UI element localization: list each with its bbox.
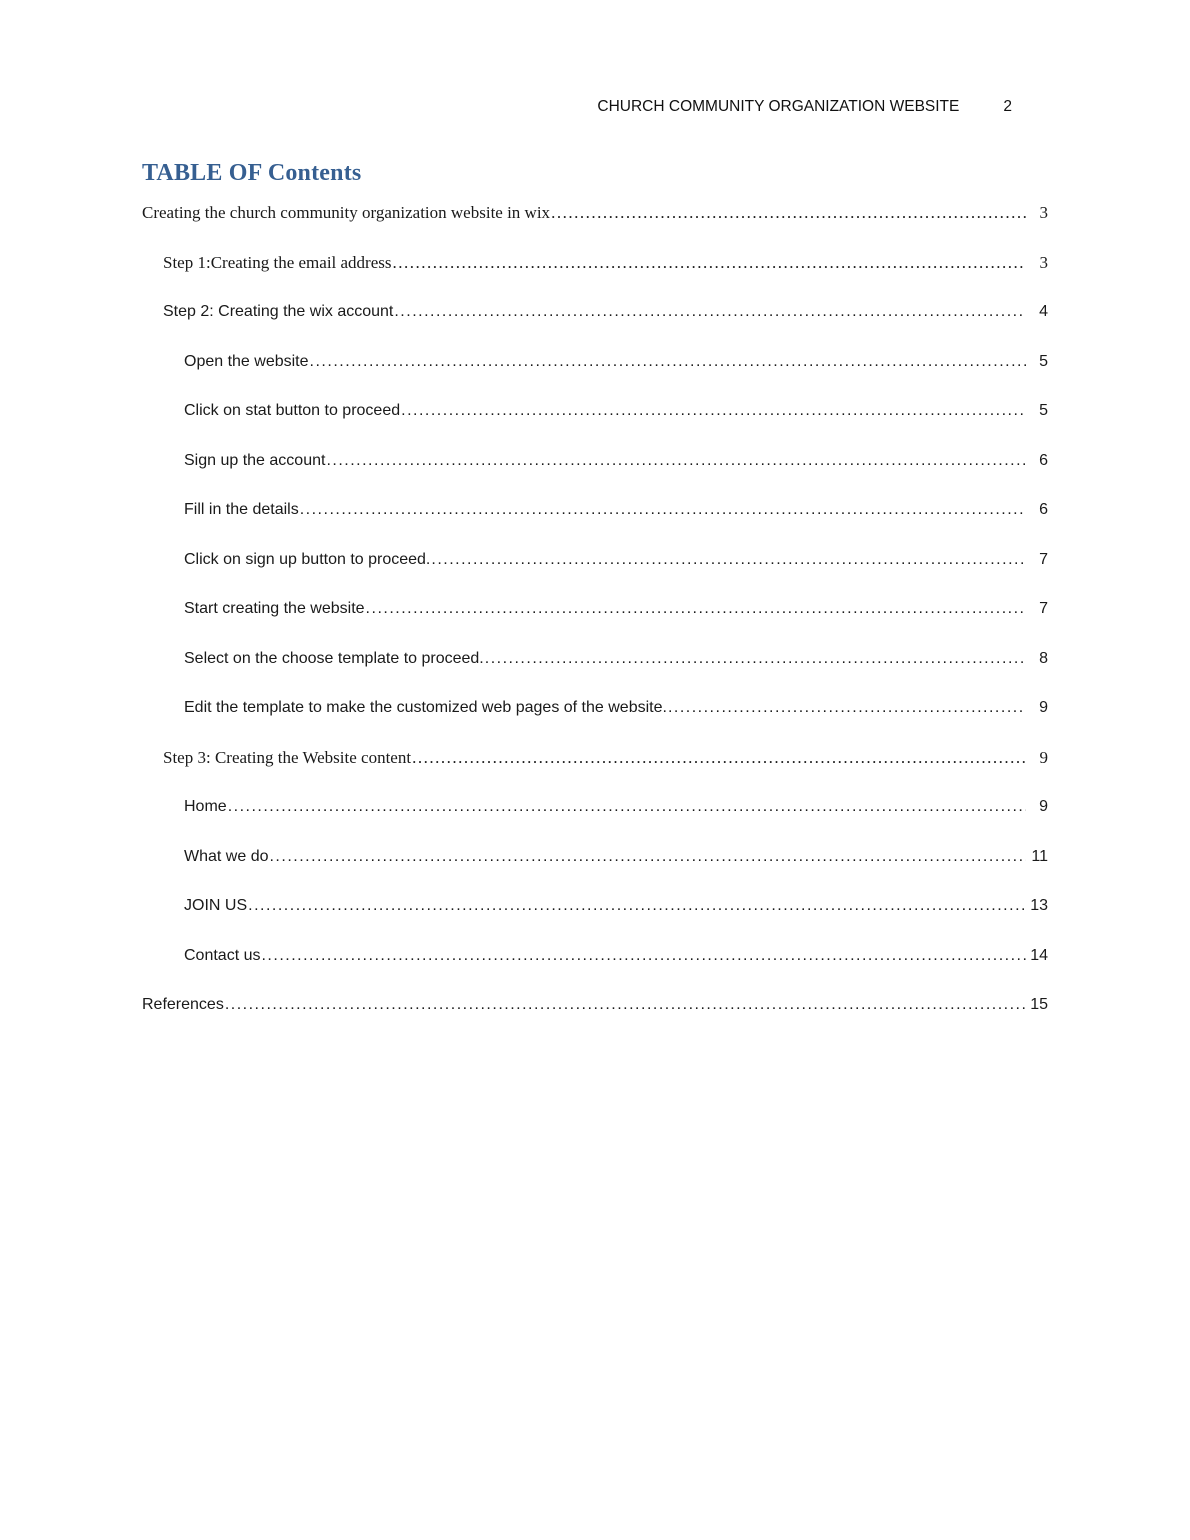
toc-leader-dots — [260, 946, 1026, 966]
toc-entry — [142, 748, 1048, 768]
toc-leader-dots — [430, 550, 1026, 570]
toc-leader-dots — [299, 500, 1026, 520]
toc-entry — [142, 649, 1048, 669]
toc-entry-page: 3 — [1039, 203, 1048, 222]
toc-entry — [142, 253, 1048, 273]
toc-entry-label: Creating the church community organization website in wix — [142, 203, 551, 222]
toc-entry-page: 9 — [1039, 747, 1048, 767]
toc-entry-page: 5 — [1039, 402, 1048, 419]
toc-entry — [142, 847, 1048, 867]
toc-leader-dots — [392, 253, 1027, 273]
toc-entry — [142, 995, 1048, 1015]
toc-entry-page: 6 — [1039, 501, 1048, 518]
toc-entry-label: Click on sign up button to proceed. — [184, 550, 431, 568]
toc-leader-dots — [325, 451, 1026, 471]
toc-entry — [142, 896, 1048, 916]
toc-entry-page: 9 — [1039, 798, 1048, 815]
toc-entry-page: 7 — [1039, 600, 1048, 617]
toc-entry — [142, 797, 1048, 817]
toc-entry-page: 4 — [1039, 303, 1048, 320]
toc-entry-label: References — [142, 996, 224, 1013]
toc-entry-page: 8 — [1039, 649, 1048, 667]
toc-entry — [142, 302, 1048, 322]
toc-entry-label: Home — [184, 798, 227, 815]
toc-leader-dots — [484, 649, 1026, 669]
toc-leader-dots — [550, 203, 1026, 223]
toc-entry — [142, 599, 1048, 619]
toc-entry-page: 5 — [1039, 352, 1048, 370]
toc-entry-label: What we do — [184, 847, 269, 865]
toc-leader-dots — [411, 748, 1026, 768]
page-header — [142, 98, 1048, 116]
toc-entry-page: 3 — [1039, 252, 1048, 272]
toc-entry-label: Open the website — [184, 352, 309, 370]
toc-list — [142, 203, 1048, 1015]
toc-entry-page: 15 — [1030, 996, 1048, 1013]
toc-entry — [142, 451, 1048, 471]
toc-entry-label: Step 2: Creating the wix account — [163, 303, 394, 320]
toc-entry-label: Start creating the website — [184, 600, 365, 617]
toc-entry-label: Step 1:Creating the email address — [163, 252, 392, 272]
toc-leader-dots — [393, 302, 1026, 322]
toc-title: TABLE OF Contents — [142, 160, 362, 186]
toc-leader-dots — [224, 995, 1026, 1015]
toc-leader-dots — [247, 896, 1026, 916]
toc-entry — [142, 946, 1048, 966]
toc-entry — [142, 550, 1048, 570]
toc-entry-label: Fill in the details — [184, 501, 299, 518]
header-page-number: 2 — [1003, 98, 1012, 115]
toc-entry-page: 6 — [1039, 451, 1048, 469]
toc-entry-page: 7 — [1039, 550, 1048, 568]
toc-entry-label: Click on stat button to proceed — [184, 402, 401, 419]
toc-leader-dots — [309, 352, 1026, 372]
toc-entry-label: JOIN US — [184, 897, 248, 914]
toc-leader-dots — [400, 401, 1026, 421]
toc-entry-label: Step 3: Creating the Website content — [163, 747, 412, 767]
toc-entry-label: Contact us — [184, 946, 261, 964]
toc-entry-page: 13 — [1030, 897, 1048, 914]
running-head-title: CHURCH COMMUNITY ORGANIZATION WEBSITE — [597, 98, 960, 115]
toc-entry — [142, 698, 1048, 718]
toc-entry-page: 14 — [1030, 946, 1048, 964]
toc-leader-dots — [227, 797, 1026, 817]
toc-leader-dots — [365, 599, 1026, 619]
toc-entry — [142, 352, 1048, 372]
toc-entry-label: Select on the choose template to proceed. — [184, 649, 484, 667]
toc-entry — [142, 500, 1048, 520]
toc-entry-page: 11 — [1031, 847, 1048, 865]
toc-entry-page: 9 — [1039, 699, 1048, 716]
toc-entry — [142, 401, 1048, 421]
toc-leader-dots — [268, 847, 1026, 867]
toc-entry-label: Sign up the account — [184, 451, 326, 469]
toc-entry — [142, 203, 1048, 223]
toc-leader-dots — [667, 698, 1026, 718]
toc-entry-label: Edit the template to make the customized web pages of the website. — [184, 699, 667, 716]
